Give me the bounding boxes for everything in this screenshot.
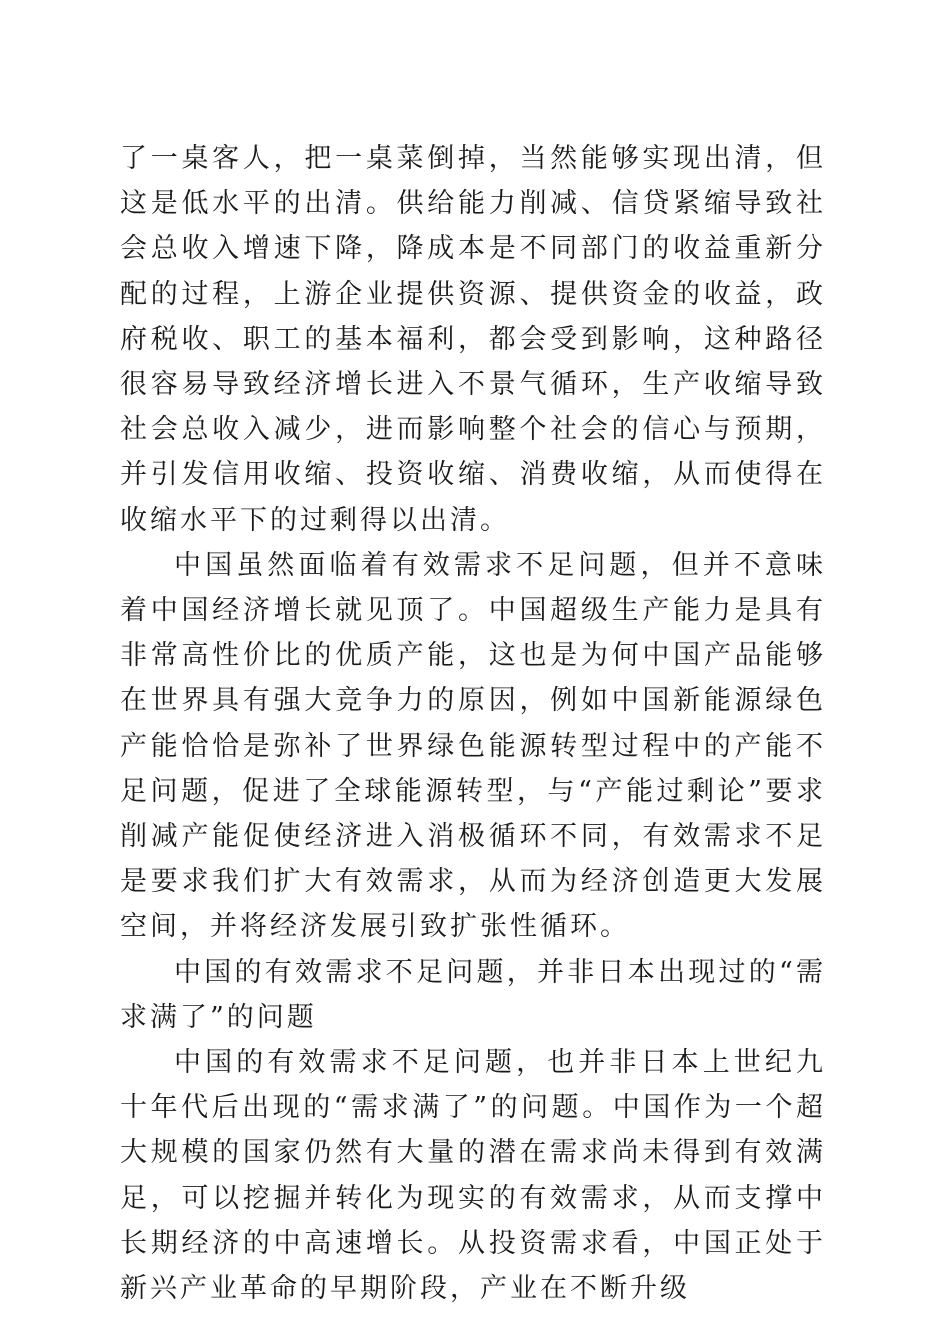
- paragraph-continuation: 了一桌客人，把一桌菜倒掉，当然能够实现出清，但这是低水平的出清。供给能力削减、信贷紧缩导致社会总收入增速下降，降成本是不同部门的收益重新分配的过程，上游企业提供资源、提供资金的收益，政府税收、职工的基本福利，都会受到影响，这种路径很容易导致经济增长进入不景气循环，生产收缩导致社会总收入减少，进而影响整个社会的信心与预期，并引发信用收缩、投资收缩、消费收缩，从而使得在收缩水平下的过剩得以出清。: [120, 143, 826, 536]
- document-body: [120, 136, 826, 1311]
- paragraph: 中国的有效需求不足问题，也并非日本上世纪九十年代后出现的“需求满了”的问题。中国作为一个超大规模的国家仍然有大量的潜在需求尚未得到有效满足，可以挖掘并转化为现实的有效需求，从而支撑中长期经济的中高速增长。从投资需求看，中国正处于新兴产业革命的早期阶段，产业在不断升级: [120, 1047, 826, 1305]
- paragraph: 中国虽然面临着有效需求不足问题，但并不意味着中国经济增长就见顶了。中国超级生产能力是具有非常高性价比的优质产能，这也是为何中国产品能够在世界具有强大竞争力的原因，例如中国新能源绿色产能恰恰是弥补了世界绿色能源转型过程中的产能不足问题，促进了全球能源转型，与“产能过剩论”要求削减产能促使经济进入消极循环不同，有效需求不足是要求我们扩大有效需求，从而为经济创造更大发展空间，并将经济发展引致扩张性循环。: [120, 549, 826, 943]
- section-heading: 中国的有效需求不足问题，并非日本出现过的“需求满了”的问题: [120, 956, 826, 1033]
